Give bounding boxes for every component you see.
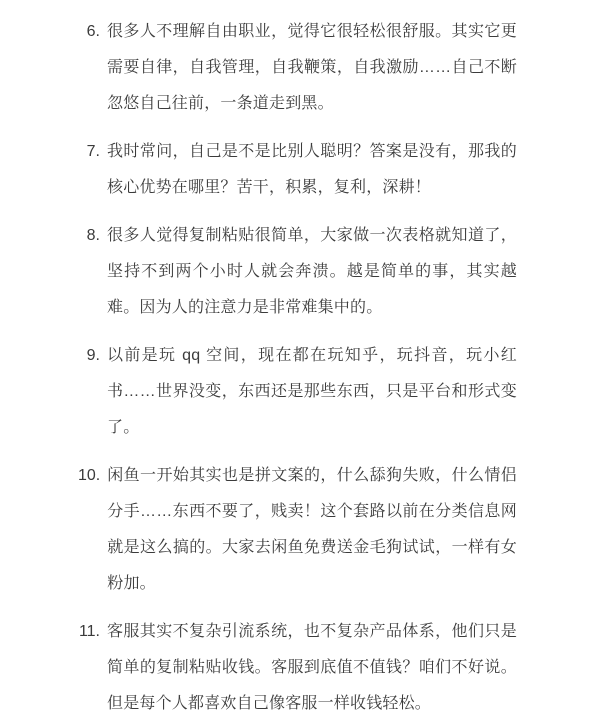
- list-item-text: 闲鱼一开始其实也是拼文案的，什么舔狗失败，什么情侣分手……东西不要了，贱卖！这个套路以前在分类信息网就是这么搞的。大家去闲鱼免费送金毛狗试试，一样有女粉加。: [107, 467, 517, 592]
- list-item-number: 8.: [86, 227, 100, 244]
- list-item-text: 很多人觉得复制粘贴很简单，大家做一次表格就知道了，坚持不到两个小时人就会奔溃。越是简单的事，其实越难。因为人的注意力是非常难集中的。: [107, 227, 517, 316]
- list-item-number: 10.: [78, 467, 101, 484]
- list-item-number: 7.: [86, 143, 100, 160]
- list-item-number: 6.: [86, 23, 100, 40]
- list-item-number: 9.: [86, 347, 100, 364]
- list-item: [78, 338, 517, 446]
- list-item: [78, 134, 517, 206]
- list-item: [78, 458, 517, 602]
- list-item-text: 以前是玩 qq 空间，现在都在玩知乎，玩抖音，玩小红书……世界没变，东西还是那些东西，只是平台和形式变了。: [107, 347, 517, 436]
- list-item: [78, 614, 517, 722]
- list-item: [78, 218, 517, 326]
- list-item-text: 我时常问，自己是不是比别人聪明？答案是没有，那我的核心优势在哪里？苦干，积累，复利，深耕！: [107, 143, 517, 196]
- numbered-list: [78, 14, 517, 722]
- list-item: [78, 14, 517, 122]
- list-item-text: 很多人不理解自由职业，觉得它很轻松很舒服。其实它更需要自律，自我管理，自我鞭策，自我激励……自己不断忽悠自己往前，一条道走到黑。: [107, 23, 517, 112]
- list-item-number: 11.: [78, 623, 100, 640]
- list-item-text: 客服其实不复杂引流系统，也不复杂产品体系，他们只是简单的复制粘贴收钱。客服到底值不值钱？咱们不好说。但是每个人都喜欢自己像客服一样收钱轻松。: [107, 623, 517, 712]
